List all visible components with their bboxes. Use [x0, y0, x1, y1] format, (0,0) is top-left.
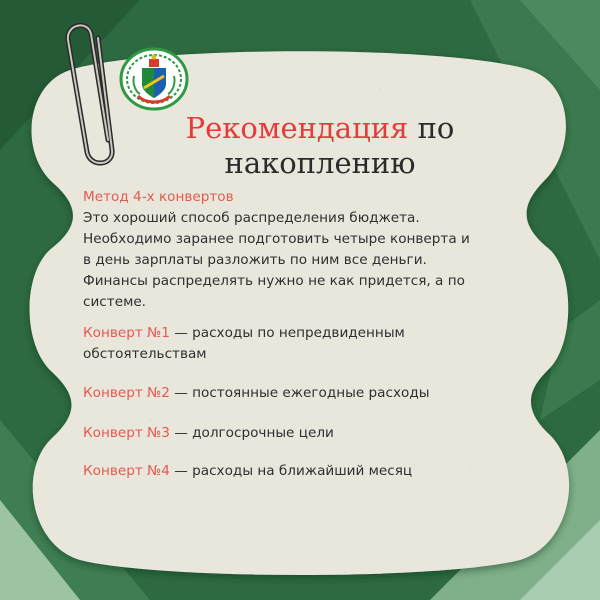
envelope-label: Конверт №1 — [83, 325, 170, 341]
envelope-item-3 — [83, 423, 503, 444]
method-heading: Метод 4-х конвертов — [83, 189, 234, 205]
method-description-line: Финансы распределять нужно не как придется, а по — [83, 273, 465, 289]
envelope-item-2 — [83, 383, 503, 404]
title-line2: накоплению — [224, 146, 416, 180]
envelope-item-4 — [83, 461, 503, 482]
method-description-line: системе. — [83, 294, 147, 310]
envelope-label: Конверт №3 — [83, 425, 170, 441]
envelope-label: Конверт №2 — [83, 385, 170, 401]
envelope-text: — долгосрочные цели — [169, 425, 334, 441]
title-rest: по — [417, 111, 455, 145]
envelope-text: — расходы по непредвиденным — [169, 325, 405, 341]
page-title — [120, 111, 520, 181]
method-description-line: Необходимо заранее подготовить четыре конверта и — [83, 231, 470, 247]
envelope-item-1 — [83, 323, 503, 365]
main-content — [83, 187, 503, 479]
city-coat-of-arms-emblem — [118, 46, 190, 112]
envelope-text: — постоянные ежегодные расходы — [169, 385, 430, 401]
envelope-text: — расходы на ближайший месяц — [169, 463, 413, 479]
method-description-line: Это хороший способ распределения бюджета. — [83, 210, 420, 226]
envelope-text-cont: обстоятельствам — [83, 346, 207, 362]
envelope-label: Конверт №4 — [83, 463, 170, 479]
title-accent: Рекомендация — [185, 111, 409, 145]
method-description-line: в день зарплаты разложить по ним все деньги. — [83, 252, 427, 268]
